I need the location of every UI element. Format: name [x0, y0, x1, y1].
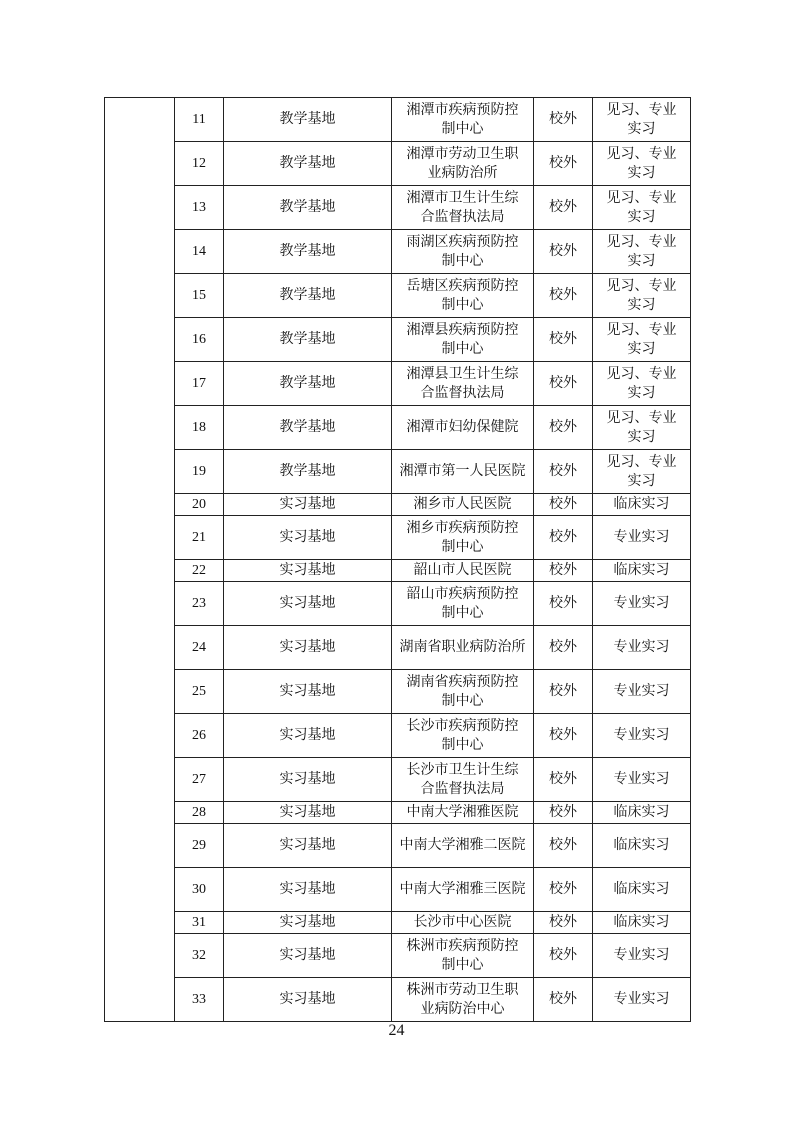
row-number-cell: 24	[175, 626, 224, 670]
purpose-line: 临床实习	[613, 804, 670, 820]
unit-name-line: 岳塘区疾病预防控	[406, 277, 519, 294]
purpose-line: 实习	[627, 472, 656, 489]
unit-name-line: 湘潭市妇幼保健院	[406, 419, 519, 435]
unit-name-cell	[392, 912, 534, 934]
location-cell: 校外	[534, 450, 593, 494]
unit-name-line: 株洲市疾病预防控	[406, 937, 519, 954]
unit-name-line: 湘乡市人民医院	[413, 496, 512, 512]
purpose-line: 见习、专业	[606, 145, 677, 162]
unit-name-cell	[392, 626, 534, 670]
base-type-cell: 实习基地	[224, 516, 392, 560]
unit-name-line: 湘乡市疾病预防控	[406, 519, 519, 536]
unit-name-line: 制中心	[441, 538, 484, 555]
purpose-cell	[593, 186, 691, 230]
purpose-line: 专业实习	[613, 639, 670, 655]
location-cell: 校外	[534, 142, 593, 186]
unit-name-cell	[392, 186, 534, 230]
base-type-cell: 教学基地	[224, 362, 392, 406]
base-type-cell: 实习基地	[224, 626, 392, 670]
purpose-cell	[593, 824, 691, 868]
purpose-line: 见习、专业	[606, 453, 677, 470]
unit-name-cell	[392, 494, 534, 516]
purpose-line: 专业实习	[613, 947, 670, 963]
row-number-cell: 27	[175, 758, 224, 802]
base-type-cell: 教学基地	[224, 98, 392, 142]
unit-name-line: 韶山市疾病预防控	[406, 585, 519, 602]
unit-name-cell	[392, 582, 534, 626]
table-row	[105, 626, 691, 670]
row-number-cell: 23	[175, 582, 224, 626]
location-cell: 校外	[534, 626, 593, 670]
location-cell: 校外	[534, 230, 593, 274]
table-row	[105, 978, 691, 1022]
row-number-cell: 12	[175, 142, 224, 186]
location-cell: 校外	[534, 186, 593, 230]
purpose-cell	[593, 758, 691, 802]
unit-name-cell	[392, 560, 534, 582]
unit-name-line: 长沙市中心医院	[413, 914, 512, 930]
table-row	[105, 758, 691, 802]
unit-name-line: 湘潭市劳动卫生职	[406, 145, 519, 162]
row-number-cell: 19	[175, 450, 224, 494]
unit-name-line: 合监督执法局	[420, 780, 505, 797]
purpose-cell	[593, 912, 691, 934]
table-body	[105, 98, 691, 1022]
row-number-cell: 30	[175, 868, 224, 912]
purpose-line: 临床实习	[613, 496, 670, 512]
location-cell: 校外	[534, 98, 593, 142]
unit-name-cell	[392, 98, 534, 142]
base-type-cell: 教学基地	[224, 186, 392, 230]
table-row	[105, 142, 691, 186]
table-row	[105, 714, 691, 758]
row-number-cell: 20	[175, 494, 224, 516]
row-number-cell: 28	[175, 802, 224, 824]
row-number-cell: 11	[175, 98, 224, 142]
location-cell: 校外	[534, 560, 593, 582]
table-row	[105, 670, 691, 714]
location-cell: 校外	[534, 582, 593, 626]
purpose-line: 见习、专业	[606, 101, 677, 118]
purpose-line: 实习	[627, 384, 656, 401]
row-number-cell: 22	[175, 560, 224, 582]
purpose-line: 实习	[627, 252, 656, 269]
page-number: 24	[388, 1022, 405, 1039]
row-number-cell: 17	[175, 362, 224, 406]
unit-name-line: 湘潭市卫生计生综	[406, 189, 519, 206]
unit-name-line: 湖南省疾病预防控	[406, 673, 519, 690]
purpose-cell	[593, 802, 691, 824]
location-cell: 校外	[534, 978, 593, 1022]
purpose-cell	[593, 450, 691, 494]
row-number-cell: 15	[175, 274, 224, 318]
purpose-line: 临床实习	[613, 562, 670, 578]
base-type-cell: 教学基地	[224, 274, 392, 318]
table-row	[105, 230, 691, 274]
location-cell: 校外	[534, 714, 593, 758]
purpose-cell	[593, 516, 691, 560]
purpose-line: 专业实习	[613, 727, 670, 743]
location-cell: 校外	[534, 758, 593, 802]
row-number-cell: 31	[175, 912, 224, 934]
purpose-cell	[593, 318, 691, 362]
purpose-cell	[593, 230, 691, 274]
unit-name-line: 业病防治中心	[420, 1000, 505, 1017]
table-row	[105, 274, 691, 318]
row-number-cell: 16	[175, 318, 224, 362]
unit-name-cell	[392, 824, 534, 868]
table-row	[105, 516, 691, 560]
row-number-cell: 25	[175, 670, 224, 714]
base-type-cell: 教学基地	[224, 406, 392, 450]
row-number-cell: 32	[175, 934, 224, 978]
purpose-line: 实习	[627, 208, 656, 225]
base-type-cell: 实习基地	[224, 802, 392, 824]
purpose-line: 临床实习	[613, 914, 670, 930]
purpose-line: 临床实习	[613, 837, 670, 853]
unit-name-line: 合监督执法局	[420, 208, 505, 225]
location-cell: 校外	[534, 670, 593, 714]
row-number-cell: 18	[175, 406, 224, 450]
base-type-cell: 实习基地	[224, 582, 392, 626]
purpose-line: 专业实习	[613, 991, 670, 1007]
row-number-cell: 26	[175, 714, 224, 758]
base-type-cell: 实习基地	[224, 714, 392, 758]
location-cell: 校外	[534, 318, 593, 362]
unit-name-cell	[392, 318, 534, 362]
purpose-line: 见习、专业	[606, 365, 677, 382]
purpose-cell	[593, 714, 691, 758]
purpose-line: 实习	[627, 120, 656, 137]
unit-name-cell	[392, 868, 534, 912]
purpose-cell	[593, 934, 691, 978]
unit-name-line: 雨湖区疾病预防控	[406, 233, 519, 250]
table-row	[105, 362, 691, 406]
unit-name-line: 韶山市人民医院	[413, 562, 512, 578]
unit-name-line: 合监督执法局	[420, 384, 505, 401]
base-type-cell: 教学基地	[224, 142, 392, 186]
purpose-cell	[593, 98, 691, 142]
unit-name-cell	[392, 450, 534, 494]
unit-name-line: 中南大学湘雅医院	[406, 804, 519, 820]
purpose-line: 专业实习	[613, 771, 670, 787]
table-row	[105, 560, 691, 582]
row-number-cell: 29	[175, 824, 224, 868]
unit-name-line: 制中心	[441, 296, 484, 313]
unit-name-line: 制中心	[441, 692, 484, 709]
unit-name-cell	[392, 274, 534, 318]
unit-name-cell	[392, 758, 534, 802]
unit-name-cell	[392, 406, 534, 450]
purpose-line: 临床实习	[613, 881, 670, 897]
row-number-cell: 13	[175, 186, 224, 230]
location-cell: 校外	[534, 934, 593, 978]
purpose-cell	[593, 274, 691, 318]
base-type-cell: 实习基地	[224, 758, 392, 802]
unit-name-cell	[392, 142, 534, 186]
table-row	[105, 912, 691, 934]
purpose-cell	[593, 626, 691, 670]
base-type-cell: 实习基地	[224, 934, 392, 978]
location-cell: 校外	[534, 912, 593, 934]
table-row	[105, 824, 691, 868]
purpose-line: 实习	[627, 296, 656, 313]
unit-name-line: 业病防治所	[427, 164, 498, 181]
purpose-line: 见习、专业	[606, 321, 677, 338]
purpose-line: 专业实习	[613, 529, 670, 545]
location-cell: 校外	[534, 802, 593, 824]
unit-name-line: 湘潭县卫生计生综	[406, 365, 519, 382]
location-cell: 校外	[534, 274, 593, 318]
unit-name-cell	[392, 802, 534, 824]
table-row	[105, 450, 691, 494]
unit-name-line: 制中心	[441, 736, 484, 753]
purpose-cell	[593, 494, 691, 516]
purpose-line: 实习	[627, 164, 656, 181]
unit-name-line: 中南大学湘雅三医院	[399, 881, 526, 897]
table-row	[105, 868, 691, 912]
unit-name-line: 制中心	[441, 604, 484, 621]
purpose-line: 见习、专业	[606, 233, 677, 250]
base-type-cell: 实习基地	[224, 670, 392, 714]
purpose-line: 见习、专业	[606, 409, 677, 426]
unit-name-line: 株洲市劳动卫生职	[406, 981, 519, 998]
unit-name-cell	[392, 714, 534, 758]
table-row	[105, 802, 691, 824]
unit-name-line: 制中心	[441, 340, 484, 357]
purpose-line: 见习、专业	[606, 277, 677, 294]
unit-name-line: 长沙市卫生计生综	[406, 761, 519, 778]
row-number-cell: 33	[175, 978, 224, 1022]
purpose-cell	[593, 868, 691, 912]
purpose-line: 实习	[627, 340, 656, 357]
unit-name-cell	[392, 670, 534, 714]
unit-name-line: 制中心	[441, 252, 484, 269]
unit-name-line: 湘潭县疾病预防控	[406, 321, 519, 338]
unit-name-line: 湘潭市第一人民医院	[399, 463, 526, 479]
table-row	[105, 98, 691, 142]
purpose-cell	[593, 670, 691, 714]
purpose-line: 专业实习	[613, 595, 670, 611]
location-cell: 校外	[534, 516, 593, 560]
base-type-cell: 实习基地	[224, 824, 392, 868]
unit-name-line: 长沙市疾病预防控	[406, 717, 519, 734]
category-cell	[105, 98, 175, 1022]
base-type-cell: 教学基地	[224, 318, 392, 362]
table-row	[105, 494, 691, 516]
practice-base-table	[104, 97, 691, 1022]
location-cell: 校外	[534, 868, 593, 912]
base-type-cell: 实习基地	[224, 978, 392, 1022]
unit-name-line: 制中心	[441, 120, 484, 137]
purpose-cell	[593, 978, 691, 1022]
unit-name-line: 湘潭市疾病预防控	[406, 101, 519, 118]
unit-name-cell	[392, 230, 534, 274]
table-row	[105, 318, 691, 362]
unit-name-cell	[392, 978, 534, 1022]
unit-name-line: 中南大学湘雅二医院	[399, 837, 526, 853]
unit-name-line: 湖南省职业病防治所	[399, 639, 526, 655]
purpose-cell	[593, 142, 691, 186]
purpose-line: 专业实习	[613, 683, 670, 699]
location-cell: 校外	[534, 494, 593, 516]
table-row	[105, 582, 691, 626]
base-type-cell: 实习基地	[224, 912, 392, 934]
unit-name-cell	[392, 516, 534, 560]
base-type-cell: 教学基地	[224, 450, 392, 494]
purpose-line: 见习、专业	[606, 189, 677, 206]
table-row	[105, 406, 691, 450]
row-number-cell: 21	[175, 516, 224, 560]
location-cell: 校外	[534, 824, 593, 868]
purpose-cell	[593, 362, 691, 406]
unit-name-cell	[392, 362, 534, 406]
table-row	[105, 186, 691, 230]
location-cell: 校外	[534, 406, 593, 450]
purpose-cell	[593, 560, 691, 582]
base-type-cell: 教学基地	[224, 230, 392, 274]
purpose-cell	[593, 582, 691, 626]
unit-name-line: 制中心	[441, 956, 484, 973]
location-cell: 校外	[534, 362, 593, 406]
base-type-cell: 实习基地	[224, 868, 392, 912]
purpose-cell	[593, 406, 691, 450]
row-number-cell: 14	[175, 230, 224, 274]
base-type-cell: 实习基地	[224, 560, 392, 582]
unit-name-cell	[392, 934, 534, 978]
table-row	[105, 934, 691, 978]
purpose-line: 实习	[627, 428, 656, 445]
base-type-cell: 实习基地	[224, 494, 392, 516]
